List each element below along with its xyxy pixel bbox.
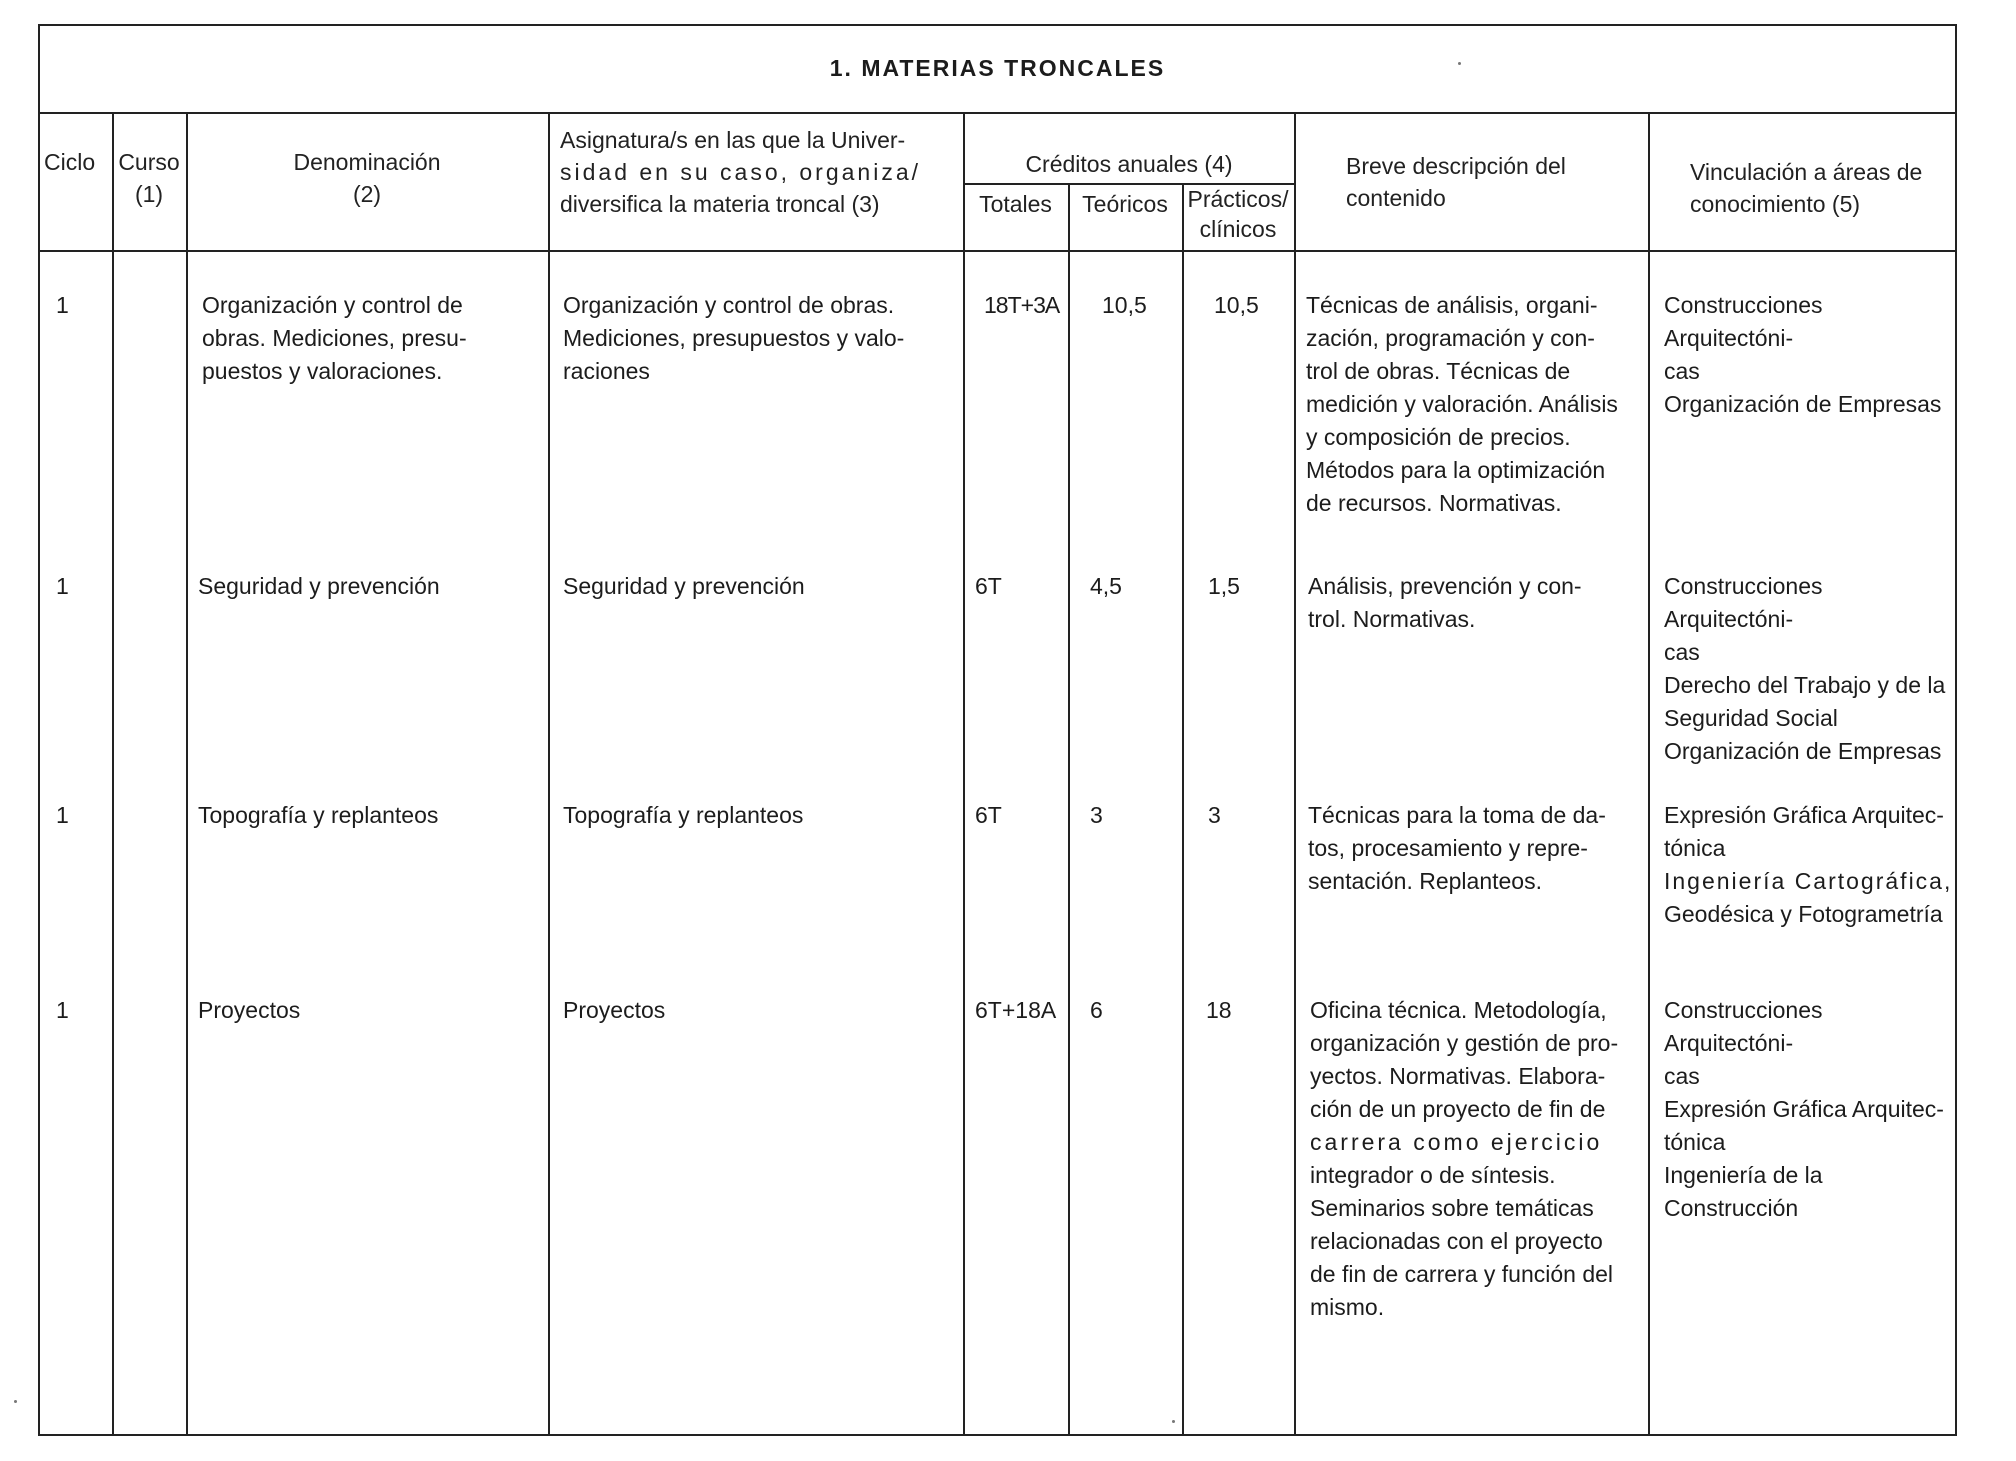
row-1-denominacion-line: Organización y control de [202, 292, 463, 318]
row-4-descripcion [1310, 994, 1642, 1324]
header-creditos: Créditos anuales (4) [1025, 151, 1233, 177]
row-4-vinculacion-line: Expresión Gráfica Arquitec- [1664, 1096, 1944, 1122]
header-denominacion [186, 146, 548, 210]
header-vinculacion-line-2: conocimiento (5) [1690, 191, 1861, 217]
row-2-descripcion-line: trol. Normativas. [1308, 606, 1476, 632]
row-3-asignatura-line: Topografía y replanteos [563, 802, 804, 828]
row-3-vinculacion-line: Ingeniería Cartográfica, [1664, 868, 1953, 894]
header-asignatura-line-2: sidad en su caso, organiza/ [560, 159, 922, 185]
row-3-vinculacion-line: Expresión Gráfica Arquitec- [1664, 802, 1944, 828]
header-vinculacion [1690, 156, 1950, 220]
header-bottom-rule [38, 250, 1957, 252]
row-3-denominacion-line: Topografía y replanteos [198, 802, 439, 828]
row-2-ciclo: 1 [56, 573, 69, 599]
row-2-descripcion [1308, 570, 1642, 636]
row-1-descripcion-line: de recursos. Normativas. [1306, 490, 1562, 516]
column-rule-teoricos [1182, 183, 1184, 1436]
column-rule-curso [186, 113, 188, 1436]
row-4-descripcion-line: carrera como ejercicio [1310, 1129, 1603, 1155]
row-4-asignatura-line: Proyectos [563, 997, 666, 1023]
header-curso-label: Curso [118, 149, 180, 175]
row-1-teoricos: 10,5 [1102, 292, 1147, 318]
row-4-descripcion-line: de fin de carrera y función del [1310, 1261, 1614, 1287]
row-4-descripcion-line: ción de un proyecto de fin de [1310, 1096, 1606, 1122]
row-2-vinculacion-line: Derecho del Trabajo y de la [1664, 672, 1946, 698]
header-descripcion-line-2: contenido [1346, 185, 1446, 211]
header-curso [112, 146, 186, 210]
row-2-descripcion-line: Análisis, prevención y con- [1308, 573, 1582, 599]
column-rule-asignatura [963, 113, 965, 1436]
row-1-vinculacion-line: Construcciones Arquitectóni- [1664, 292, 1823, 351]
row-4-denominacion [198, 994, 538, 1027]
row-3-vinculacion-line: Geodésica y Fotogrametría [1664, 901, 1943, 927]
row-4-denominacion-line: Proyectos [198, 997, 301, 1023]
row-3-totales: 6T [975, 802, 1002, 828]
row-3-descripcion [1308, 799, 1642, 898]
row-1-descripcion-line: trol de obras. Técnicas de [1306, 358, 1571, 384]
row-4-vinculacion-line: Construcciones Arquitectóni- [1664, 997, 1823, 1056]
row-4-teoricos: 6 [1090, 997, 1103, 1023]
header-descripcion-line-1: Breve descripción del [1346, 153, 1566, 179]
column-rule-denominacion [548, 113, 550, 1436]
header-asignatura-line-3: diversifica la materia troncal (3) [560, 191, 880, 217]
header-vinculacion-line-1: Vinculación a áreas de [1690, 159, 1923, 185]
row-4-descripcion-line: mismo. [1310, 1294, 1385, 1320]
row-2-practicos: 1,5 [1208, 573, 1240, 599]
row-1-vinculacion-line: Organización de Empresas [1664, 391, 1942, 417]
header-practicos-line-2: clínicos [1199, 216, 1277, 242]
header-practicos [1182, 184, 1294, 244]
row-3-ciclo: 1 [56, 802, 69, 828]
row-1-ciclo: 1 [56, 292, 69, 318]
row-1-asignatura [563, 289, 955, 388]
column-rule-descripcion [1648, 113, 1650, 1436]
header-teoricos: Teóricos [1082, 191, 1168, 217]
row-1-asignatura-line: Organización y control de obras. [563, 292, 895, 318]
row-3-descripcion-line: sentación. Replanteos. [1308, 868, 1542, 894]
row-1-descripcion-line: Técnicas de análisis, organi- [1306, 292, 1598, 318]
row-2-teoricos: 4,5 [1090, 573, 1122, 599]
row-2-totales: 6T [975, 573, 1002, 599]
row-1-totales: 18T+3A [984, 292, 1060, 318]
row-3-asignatura [563, 799, 955, 832]
row-1-descripcion-line: zación, programación y con- [1306, 325, 1595, 351]
row-2-vinculacion-line: Seguridad Social [1664, 705, 1838, 731]
header-practicos-line-1: Prácticos/ [1187, 186, 1289, 212]
row-1-vinculacion [1664, 289, 1954, 421]
row-4-descripcion-line: Oficina técnica. Metodología, [1310, 997, 1607, 1023]
table-title: 1. MATERIAS TRONCALES [829, 54, 1166, 81]
row-2-vinculacion [1664, 570, 1954, 768]
column-rule-ciclo [112, 113, 114, 1436]
row-4-descripcion-line: Seminarios sobre temáticas [1310, 1195, 1594, 1221]
header-ciclo: Ciclo [44, 149, 96, 175]
header-asignatura-line-1: Asignatura/s en las que la Univer- [560, 127, 906, 153]
row-4-totales: 6T+18A [975, 997, 1057, 1023]
title-band [38, 24, 1957, 114]
header-denominacion-note: (2) [352, 181, 382, 207]
column-rule-creditos [1294, 113, 1296, 1436]
row-1-descripcion-line: Métodos para la optimización [1306, 457, 1606, 483]
row-4-descripcion-line: yectos. Normativas. Elabora- [1310, 1063, 1606, 1089]
column-rule-totales [1068, 183, 1070, 1436]
row-3-vinculacion [1664, 799, 1954, 931]
row-1-practicos: 10,5 [1214, 292, 1259, 318]
header-asignatura [560, 124, 952, 220]
row-1-descripcion-line: medición y valoración. Análisis [1306, 391, 1618, 417]
row-1-denominacion-line: obras. Mediciones, presu- [202, 325, 467, 351]
row-3-practicos: 3 [1208, 802, 1221, 828]
row-3-descripcion-line: tos, procesamiento y repre- [1308, 835, 1588, 861]
row-2-vinculacion-line: Construcciones Arquitectóni- [1664, 573, 1823, 632]
header-totales: Totales [979, 191, 1052, 217]
row-4-vinculacion-line: tónica [1664, 1129, 1726, 1155]
row-3-denominacion [198, 799, 538, 832]
scan-speck [1172, 1420, 1175, 1423]
row-3-teoricos: 3 [1090, 802, 1103, 828]
row-2-denominacion-line: Seguridad y prevención [198, 573, 440, 599]
row-2-vinculacion-line: Organización de Empresas [1664, 738, 1942, 764]
row-4-vinculacion-line: cas [1664, 1063, 1700, 1089]
row-1-asignatura-line: raciones [563, 358, 650, 384]
row-1-denominacion [202, 289, 536, 388]
row-1-asignatura-line: Mediciones, presupuestos y valo- [563, 325, 905, 351]
scan-speck [14, 1400, 17, 1403]
row-4-asignatura [563, 994, 955, 1027]
row-2-vinculacion-line: cas [1664, 639, 1700, 665]
row-4-descripcion-line: integrador o de síntesis. [1310, 1162, 1556, 1188]
row-4-vinculacion-line: Ingeniería de la Construcción [1664, 1162, 1823, 1221]
header-descripcion [1346, 150, 1636, 214]
row-2-denominacion [198, 570, 538, 603]
row-1-descripcion-line: y composición de precios. [1306, 424, 1571, 450]
row-4-practicos: 18 [1206, 997, 1232, 1023]
header-denominacion-label: Denominación [293, 149, 441, 175]
row-2-asignatura [563, 570, 955, 603]
row-4-vinculacion [1664, 994, 1954, 1225]
row-1-denominacion-line: puestos y valoraciones. [202, 358, 443, 384]
row-1-vinculacion-line: cas [1664, 358, 1700, 384]
scan-speck [1458, 62, 1461, 65]
row-3-vinculacion-line: tónica [1664, 835, 1726, 861]
header-curso-note: (1) [134, 181, 164, 207]
row-4-ciclo: 1 [56, 997, 69, 1023]
row-4-descripcion-line: relacionadas con el proyecto [1310, 1228, 1603, 1254]
row-3-descripcion-line: Técnicas para la toma de da- [1308, 802, 1606, 828]
row-4-descripcion-line: organización y gestión de pro- [1310, 1030, 1619, 1056]
row-2-asignatura-line: Seguridad y prevención [563, 573, 805, 599]
row-1-descripcion [1306, 289, 1642, 520]
